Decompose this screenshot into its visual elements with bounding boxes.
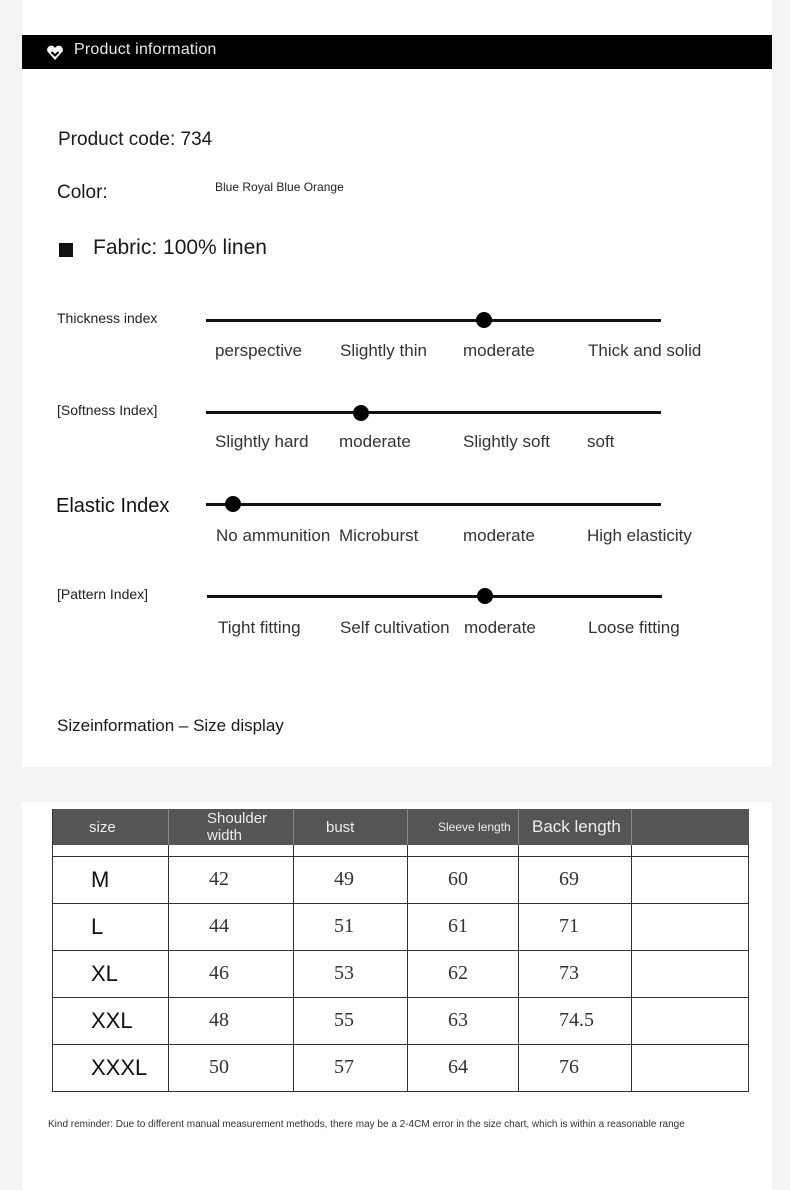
index-track-elastic	[206, 503, 661, 506]
size-cell: XXXL	[53, 1044, 169, 1091]
table-row	[53, 1044, 749, 1091]
measure-cell: 55	[294, 997, 408, 1044]
measure-cell: 63	[408, 997, 519, 1044]
index-option: Self cultivation	[340, 618, 450, 637]
size-cell: XL	[53, 950, 169, 997]
size-table-header	[53, 809, 749, 845]
measure-cell: 71	[519, 903, 632, 950]
column-header: Sleeve length	[408, 809, 519, 845]
column-header: Back length	[519, 809, 632, 845]
size-section-title: Sizeinformation – Size display	[57, 716, 284, 735]
measure-cell: 76	[519, 1044, 632, 1091]
index-marker-pattern	[477, 588, 493, 604]
measure-cell: 44	[169, 903, 294, 950]
table-row	[53, 856, 749, 903]
heart-badge-icon	[46, 45, 64, 61]
index-track-softness	[206, 411, 661, 414]
index-label-elastic: Elastic Index	[56, 495, 170, 517]
index-label-softness: [Softness Index]	[57, 402, 158, 418]
table-spacer-row	[53, 845, 749, 856]
measure-cell: 51	[294, 903, 408, 950]
section-header	[22, 35, 772, 69]
table-row	[53, 997, 749, 1044]
measure-cell: 64	[408, 1044, 519, 1091]
index-option: Loose fitting	[588, 618, 680, 637]
index-option: perspective	[215, 341, 302, 360]
index-option: No ammunition	[216, 526, 331, 545]
index-option: Slightly hard	[215, 432, 309, 451]
column-header	[632, 809, 749, 845]
measure-cell: 74.5	[519, 997, 632, 1044]
measure-cell: 48	[169, 997, 294, 1044]
measure-cell: 49	[294, 856, 408, 903]
index-option: Slightly thin	[340, 341, 427, 360]
measure-cell	[632, 950, 749, 997]
table-row	[53, 903, 749, 950]
measure-cell	[632, 856, 749, 903]
index-marker-softness	[353, 405, 369, 421]
index-option: moderate	[463, 341, 535, 360]
index-track-pattern	[207, 595, 662, 598]
index-option: Slightly soft	[463, 432, 550, 451]
index-option: Thick and solid	[588, 341, 702, 360]
size-table	[52, 809, 749, 1092]
index-track-thickness	[206, 319, 661, 322]
measure-cell: 57	[294, 1044, 408, 1091]
measure-cell: 69	[519, 856, 632, 903]
measure-cell: 46	[169, 950, 294, 997]
measure-cell: 50	[169, 1044, 294, 1091]
index-marker-thickness	[476, 312, 492, 328]
index-option: moderate	[464, 618, 536, 637]
measure-cell	[632, 903, 749, 950]
index-option: Microburst	[339, 526, 419, 545]
fabric-info: Fabric: 100% linen	[93, 236, 267, 259]
measure-cell: 42	[169, 856, 294, 903]
index-label-thickness: Thickness index	[57, 310, 158, 326]
color-label: Color:	[57, 182, 108, 203]
content-panel	[22, 0, 772, 767]
measure-cell: 73	[519, 950, 632, 997]
product-code: Product code: 734	[58, 129, 213, 150]
index-option: soft	[587, 432, 615, 451]
table-row	[53, 950, 749, 997]
measure-cell: 62	[408, 950, 519, 997]
index-option: High elasticity	[587, 526, 692, 545]
column-header: size	[53, 809, 169, 845]
size-cell: M	[53, 856, 169, 903]
size-cell: XXL	[53, 997, 169, 1044]
index-option: moderate	[339, 432, 411, 451]
measure-cell: 53	[294, 950, 408, 997]
measure-cell: 61	[408, 903, 519, 950]
size-reminder: Kind reminder: Due to different manual measurement methods, there may be a 2-4CM error in the size chart, which is within a reasonable range	[48, 1119, 685, 1130]
column-header: Shoulder width	[169, 809, 294, 845]
index-option: moderate	[463, 526, 535, 545]
section-title: Product information	[74, 41, 217, 58]
measure-cell	[632, 997, 749, 1044]
size-cell: L	[53, 903, 169, 950]
index-option: Tight fitting	[218, 618, 301, 637]
color-value: Blue Royal Blue Orange	[215, 180, 344, 194]
bullet-square-icon	[59, 243, 73, 257]
measure-cell: 60	[408, 856, 519, 903]
column-header: bust	[294, 809, 408, 845]
measure-cell	[632, 1044, 749, 1091]
index-label-pattern: [Pattern Index]	[57, 586, 149, 602]
